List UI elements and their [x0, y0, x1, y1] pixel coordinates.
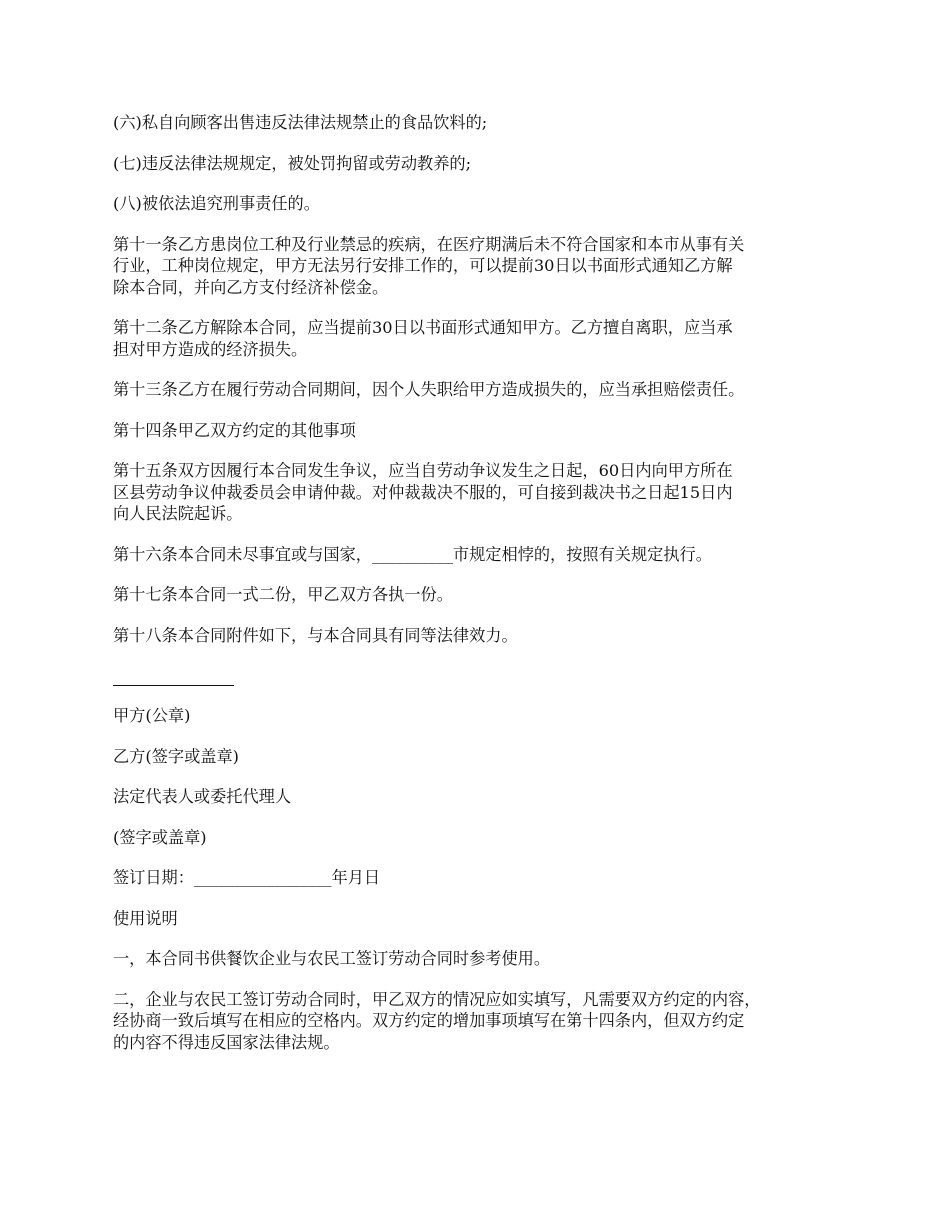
text-line: 第十三条乙方在履行劳动合同期间，因个人失职给甲方造成损失的，应当承担赔偿责任。: [113, 380, 745, 399]
text-line: 第十二条乙方解除本合同，应当提前30日以书面形式通知甲方。乙方擅自离职，应当承: [113, 318, 733, 337]
text-line: 的内容不得违反国家法律法规。: [113, 1032, 340, 1052]
clause-paragraph: [113, 625, 850, 647]
clause-paragraph: [113, 379, 850, 401]
instructions-heading: 使用说明: [113, 908, 178, 928]
text-line: 第十六条本合同未尽事宜或与国家，__________市规定相悖的，按照有关规定执行。: [113, 544, 712, 564]
clause-paragraph: [113, 544, 850, 566]
text-line: 第十一条乙方患岗位工种及行业禁忌的疾病，在医疗期满后未不符合国家和本市从事有关: [113, 234, 745, 254]
text-line: 第十八条本合同附件如下，与本合同具有同等法律效力。: [113, 625, 518, 645]
party-a-label: 甲方(公章): [113, 706, 191, 725]
text-line: 经协商一致后填写在相应的空格内。双方约定的增加事项填写在第十四条内，但双方约定: [113, 1011, 745, 1030]
instruction-item: [113, 989, 850, 1054]
party-b-label: 乙方(签字或盖章): [113, 746, 239, 766]
sign-or-seal-label: (签字或盖章): [113, 827, 207, 847]
text-line: 一，本合同书供餐饮企业与农民工签订劳动合同时参考使用。: [113, 949, 551, 968]
text-line: (八)被依法追究刑事责任的。: [113, 194, 320, 213]
clause-paragraph: [113, 193, 850, 215]
instruction-item: [113, 948, 850, 970]
text-line: 二，企业与农民工签订劳动合同时，甲乙双方的情况应如实填写，凡需要双方约定的内容，: [113, 989, 761, 1009]
clause-paragraph: [113, 153, 850, 175]
attachment-blank-line: [113, 665, 234, 686]
text-line: 第十四条甲乙双方约定的其他事项: [113, 420, 356, 440]
representative-label: 法定代表人或委托代理人: [113, 787, 292, 806]
text-line: (七)违反法律法规规定，被处罚拘留或劳动教养的;: [113, 153, 472, 173]
usage-instructions: [113, 908, 850, 1054]
text-line: 区县劳动争议仲裁委员会申请仲裁。对仲裁裁决不服的，可自接到裁决书之日起15日内: [113, 482, 733, 502]
contract-clauses: [113, 112, 850, 646]
clause-paragraph: [113, 460, 850, 525]
text-line: 向人民法院起诉。: [113, 504, 243, 523]
signature-block: [113, 705, 850, 889]
text-line: 行业，工种岗位规定，甲方无法另行安排工作的，可以提前30日以书面形式通知乙方解: [113, 256, 733, 275]
clause-paragraph: [113, 420, 850, 442]
clause-paragraph: [113, 112, 850, 134]
clause-paragraph: [113, 317, 850, 360]
text-line: 第十五条双方因履行本合同发生争议，应当自劳动争议发生之日起，60日内向甲方所在: [113, 461, 733, 480]
text-line: 除本合同，并向乙方支付经济补偿金。: [113, 277, 389, 297]
sign-date-field: 签订日期：_________________年月日: [113, 868, 381, 887]
text-line: 第十七条本合同一式二份，甲乙双方各执一份。: [113, 585, 453, 604]
instruction-list: [113, 948, 850, 1053]
clause-paragraph: [113, 234, 850, 299]
text-line: (六)私自向顾客出售违反法律法规禁止的食品饮料的;: [113, 113, 488, 132]
text-line: 担对甲方造成的经济损失。: [113, 339, 308, 359]
clause-paragraph: [113, 584, 850, 606]
